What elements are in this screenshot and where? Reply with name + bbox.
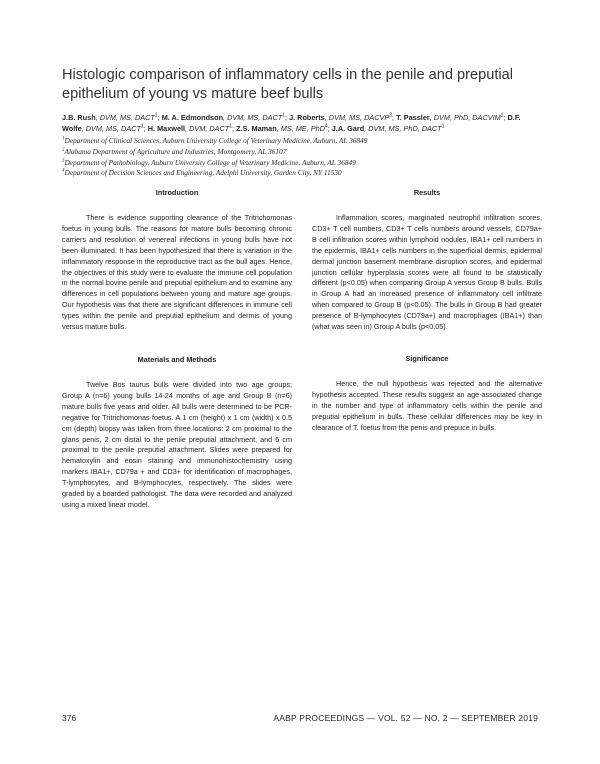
results-heading: Results [413, 188, 441, 197]
affiliation-text: Department of Pathobiology, Auburn University College of Veterinary Medicine, Auburn, AL 36849 [64, 157, 356, 167]
affiliation-text: Department of Decision Sciences and Engineering, Adelphi University, Garden City, NY 11530 [64, 168, 342, 178]
author [162, 113, 289, 122]
author [289, 113, 396, 122]
author-name: J. Roberts [289, 113, 325, 122]
introduction-body: There is evidence supporting clearance of the Tritrichomonas foetus in young bulls. The reasons for mature bulls becoming chronic carriers and resolution of venereal infections in young bulls have not been illuminated. It has been hypothesized that there is variation in the inflammatory response in the reproductive tract as the bull ages. Hence, the objectives of this study were to evaluate the immune cell population in the normal bovine penile and preputial epithelium and to examine any differences in cell populations between young and mature age groups. Our hypothesis was that there are significant differences in immune cell types within the penile and preputial epithelium and dermis of young versus mature bulls. [62, 213, 292, 332]
affiliation-mark: 2 [62, 147, 65, 153]
affiliation [62, 158, 542, 169]
affiliation-mark: 3 [62, 158, 65, 164]
author-affiliation-mark: 1 [140, 123, 144, 130]
author-separator: ; [285, 113, 290, 122]
introduction-heading: Introduction [155, 188, 199, 197]
author [62, 113, 162, 122]
author-separator: ; [232, 124, 237, 133]
affiliation-mark: 1 [62, 136, 65, 142]
author-affiliation-mark: 1 [282, 112, 285, 119]
author-credentials: , DVM, MS, DACVP [324, 113, 390, 122]
author-name: Z.S. Maman [236, 124, 277, 133]
left-column [62, 188, 292, 511]
affiliation [62, 147, 542, 158]
author-credentials: , DVM, MS, DACT [81, 124, 141, 133]
affiliation-list [62, 136, 542, 179]
affiliation [62, 168, 542, 179]
author-name: M. A. Edmondson [161, 113, 224, 122]
author [236, 124, 332, 133]
author-separator: ; [327, 124, 332, 133]
significance-heading: Significance [405, 353, 449, 363]
author-credentials: , DVM, PhD, DACVIM [429, 113, 501, 122]
methods-body: Twelve Bos taurus bulls were divided into two age groups; Group A (n=6) young bulls 14-24 months of age and Group B (n=6) mature bulls five years and older. All bulls were determined to be PCR-negative for Tritrichomonas foetus. A 1 cm (height) x 1 cm (width) x 0.5 cm (depth) biopsy was taken from three locations: 2 cm proximal to the glans penis, 2 cm distal to the penile preputial attachment, and 6 cm proximal to the penile preputial attachment. Slides were prepared for hematoxylin and eosin staining and immunohistochemistry using markers IBA1+, CD79a + and CD3+ for identification of macrophages, T-lymphocytes, and B-lymphocytes, respectively. The slides were graded by a boarded pathologist. The data were recorded and analyzed using a mixed linear model. [62, 379, 292, 509]
author-affiliation-mark: 4 [324, 123, 328, 130]
author-separator: ; [503, 113, 508, 122]
author-name: H. Maxwell [147, 124, 186, 133]
affiliation-text: Alabama Department of Agriculture and Industries, Montgomery, AL 36107 [64, 146, 287, 156]
author-credentials: , DVM, MS, PhD, DACT [364, 124, 442, 133]
author-name: D.F. Wolfe [62, 113, 521, 133]
affiliation-mark: 4 [62, 168, 65, 174]
author-separator: ; [143, 124, 148, 133]
affiliation-text: Department of Clinical Sciences, Auburn University College of Veterinary Medicine, Auburn, AL 36849 [64, 136, 368, 145]
author-affiliation-mark: 1 [229, 123, 233, 130]
author-name: J.B. Rush [62, 113, 96, 122]
right-column [312, 188, 542, 434]
results-body: Inflammation scores, marginated neutrophil infiltration scores, CD3+ T cell numbers, CD3+ T cells numbers around vessels, CD79a+ B cell infiltration scores within lymphoid nodules, IBA1+ cell numbers in the epidermis, IBA1+ cells numbers in the superficial dermis, epidermal dermal junction basement membrane disruption scores, and epidermal junction cellular hyperplasia scores were all found to be statistically different (p<0.05) when comparing Group A versus Group B bulls. Bulls in Group A had an increased presence of inflammatory cell infiltrate when compared to Group B (p<0.05). The bulls in Group B had greater presence of B-lymphocytes (CD79a+) and macrophages (IBA1+) than (what was seen in) Group A bulls (p<0.05). [312, 213, 542, 332]
author [332, 124, 445, 133]
author-name: T. Passler [396, 113, 430, 122]
author-credentials: , MS, ME, PhD [276, 124, 325, 133]
significance-body: Hence, the null hypothesis was rejected and the alternative hypothesis accepted. These results suggest an age-associated change in the number and type of inflammatory cells within the penile and preputial epithelium in bulls. These cellular differences may be key in clearance of T. foetus from the penis and prepuce in bulls. [312, 378, 542, 432]
affiliation [62, 136, 542, 147]
author [148, 124, 236, 133]
paper-title: Histologic comparison of inflammatory cells in the penile and preputial epithelium of young vs mature beef bulls [62, 67, 514, 102]
author-affiliation-mark: 1 [154, 112, 158, 119]
author-separator: ; [392, 113, 397, 122]
author-credentials: , DVM, MS, DACT [95, 113, 155, 122]
author [396, 113, 507, 122]
author-credentials: , DVM, MS, DACT [223, 113, 283, 122]
author-affiliation-mark: 1 [441, 123, 445, 130]
author-separator: ; [157, 113, 162, 122]
journal-footer: AABP PROCEEDINGS — VOL. 52 — NO. 2 — SEPTEMBER 2019 [273, 713, 538, 723]
author-affiliation-mark: 1 [500, 112, 504, 119]
author-credentials: , DVM, DACT [185, 124, 230, 133]
author-affiliation-mark: 3 [389, 112, 392, 119]
author-list [62, 112, 542, 134]
page-number: 376 [62, 713, 77, 723]
methods-heading: Materials and Methods [137, 354, 217, 364]
author-name: J.A. Gard [331, 124, 365, 133]
